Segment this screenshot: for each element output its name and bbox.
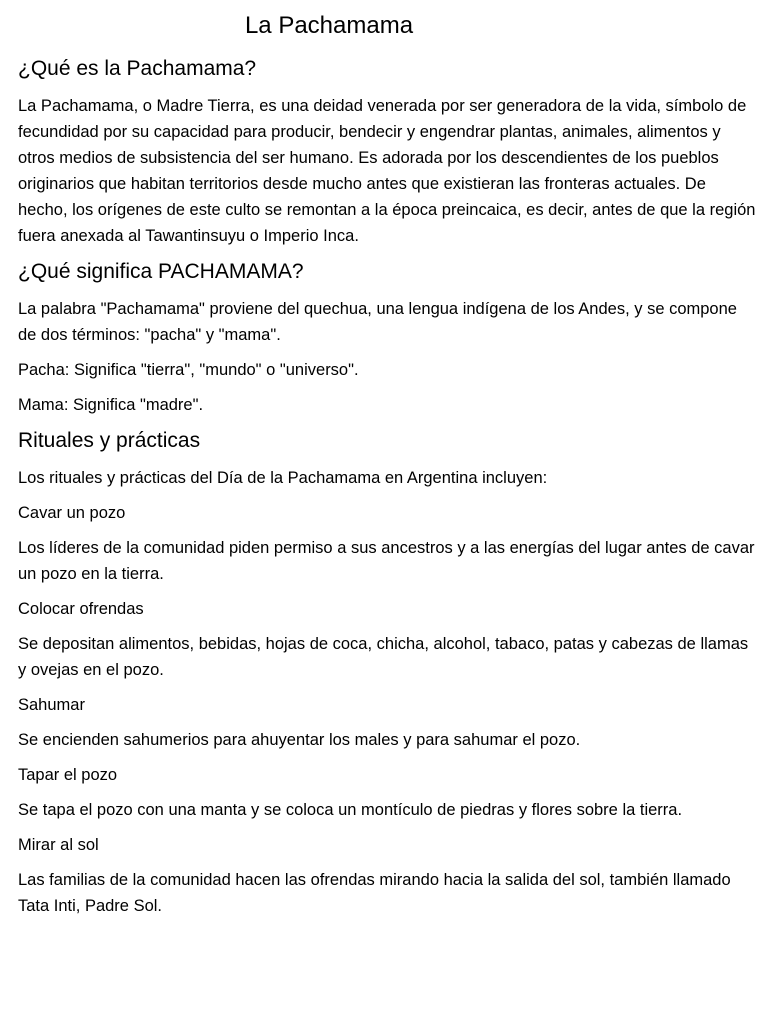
paragraph: Los rituales y prácticas del Día de la Pachamama en Argentina incluyen:: [18, 469, 548, 487]
ritual-title: Mirar al sol: [18, 836, 99, 854]
section-heading: Rituales y prácticas: [18, 429, 201, 452]
section-significado: [18, 258, 756, 418]
section-que-es: [18, 55, 756, 249]
paragraph: Se tapa el pozo con una manta y se coloca un montículo de piedras y flores sobre la tierra.: [18, 801, 683, 819]
section-heading: ¿Qué significa PACHAMAMA?: [18, 260, 304, 283]
paragraph: Se encienden sahumerios para ahuyentar los males y para sahumar el pozo.: [18, 731, 581, 749]
paragraph: La Pachamama, o Madre Tierra, es una deidad venerada por ser generadora de la vida, símbolo de fecundidad por su capacidad para producir, bendecir y engendrar plantas, animales, alimentos y otros medios de subsistencia del ser humano. Es adorada por los descendientes de los pueblos originarios que habitan territorios desde mucho antes que existieran las fronteras actuales. De hecho, los orígenes de este culto se remontan a la época preincaica, es decir, antes de que la región fuera anexada al Tawantinsuyu o Imperio Inca.: [18, 97, 756, 245]
paragraph: La palabra "Pachamama" proviene del quechua, una lengua indígena de los Andes, y se compone de dos términos: "pacha" y "mama".: [18, 300, 737, 344]
ritual-title: Tapar el pozo: [18, 766, 118, 784]
paragraph: Las familias de la comunidad hacen las ofrendas mirando hacia la salida del sol, también llamado Tata Inti, Padre Sol.: [18, 871, 731, 915]
ritual-title: Sahumar: [18, 696, 85, 714]
paragraph: Se depositan alimentos, bebidas, hojas de coca, chicha, alcohol, tabaco, patas y cabezas de llamas y ovejas en el pozo.: [18, 635, 749, 679]
paragraph: Mama: Significa "madre".: [18, 396, 204, 414]
paragraph: Pacha: Significa "tierra", "mundo" o "universo".: [18, 361, 359, 379]
section-rituales: [18, 427, 756, 919]
ritual-title: Colocar ofrendas: [18, 600, 144, 618]
section-heading: ¿Qué es la Pachamama?: [18, 57, 257, 80]
ritual-title: Cavar un pozo: [18, 504, 126, 522]
document-title: La Pachamama: [244, 12, 414, 39]
paragraph: Los líderes de la comunidad piden permiso a sus ancestros y a las energías del lugar antes de cavar un pozo en la tierra.: [18, 539, 755, 583]
